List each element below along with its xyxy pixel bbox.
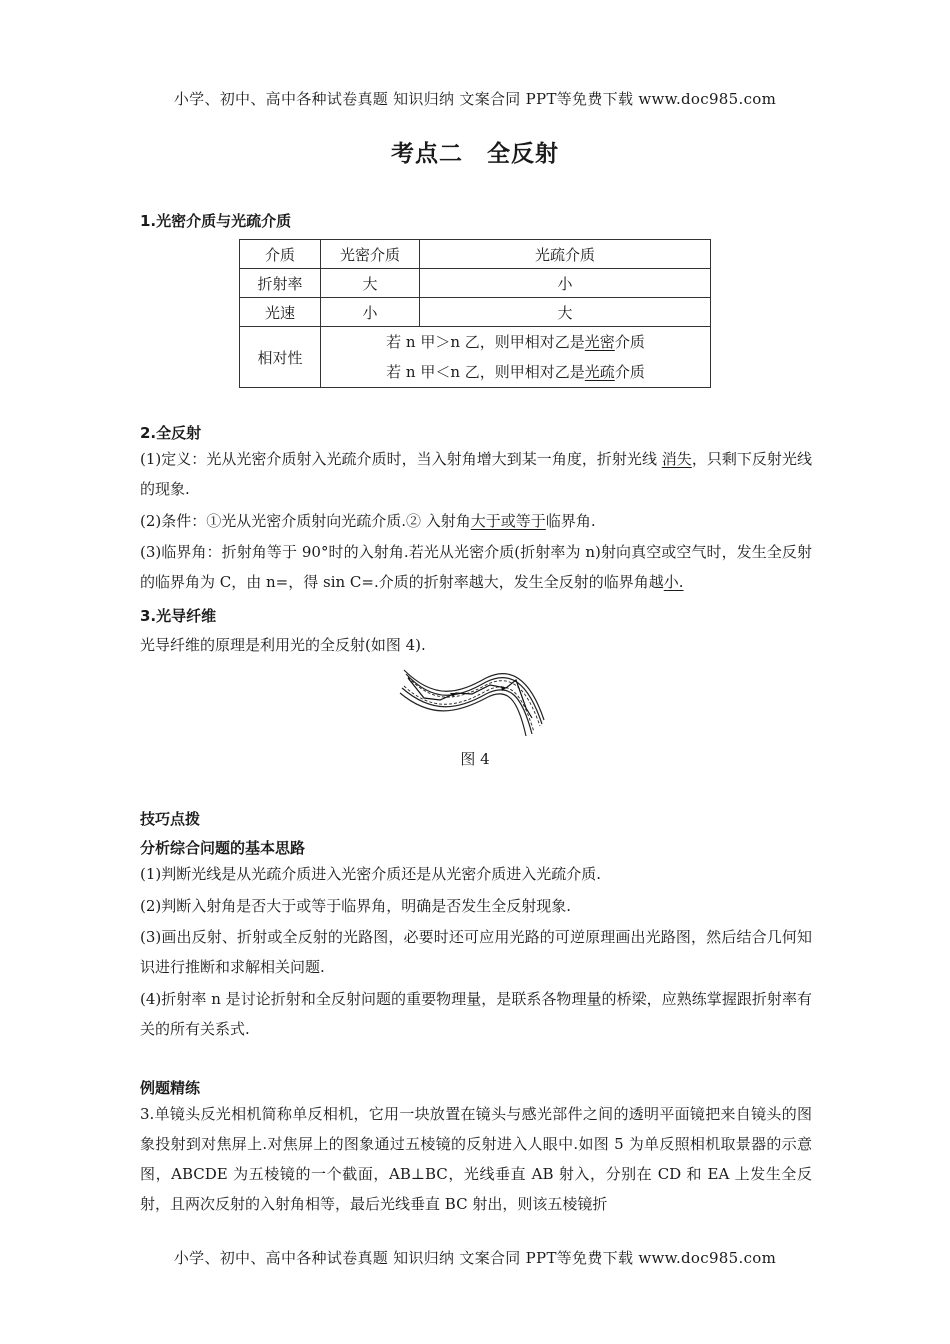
table-header-cell: 光疏介质 bbox=[420, 240, 711, 269]
table-header-cell: 光密介质 bbox=[321, 240, 420, 269]
definition-paragraph: (1)定义：光从光密介质射入光疏介质时，当入射角增大到某一角度，折射光线 消失，只剩下反射光线的现象. bbox=[140, 450, 812, 498]
section-2-heading: 2.全反射 bbox=[140, 424, 202, 442]
figure-caption: 图 4 bbox=[460, 750, 490, 768]
page-title: 考点二 全反射 bbox=[391, 141, 559, 167]
relativity-cell bbox=[321, 327, 711, 388]
section-1-heading: 1.光密介质与光疏介质 bbox=[140, 212, 292, 230]
table-cell: 小 bbox=[420, 269, 711, 298]
critical-angle-paragraph: (3)临界角：折射角等于 90°时的入射角.若光从光密介质(折射率为 n)射向真空或空气时，发生全反射的临界角为 C，由 n=，得 sin C=.介质的折射率越大，发生全反射的临界角越小. bbox=[140, 543, 812, 591]
tips-item: (3)画出反射、折射或全反射的光路图，必要时还可应用光路的可逆原理画出光路图，然后结合几何知识进行推断和求解相关问题. bbox=[140, 928, 812, 976]
table-row bbox=[240, 298, 711, 327]
relativity-line: 若 n 甲＜n 乙，则甲相对乙是光疏介质 bbox=[386, 363, 645, 381]
page-header: 小学、初中、高中各种试卷真题 知识归纳 文案合同 PPT等免费下载 www.doc985.com bbox=[173, 90, 777, 108]
table-cell: 大 bbox=[321, 269, 420, 298]
tips-heading: 技巧点拨 bbox=[140, 810, 201, 828]
example-heading: 例题精练 bbox=[140, 1079, 201, 1097]
tips-item: (2)判断入射角是否大于或等于临界角，明确是否发生全反射现象. bbox=[140, 897, 572, 915]
tips-item: (4)折射率 n 是讨论折射和全反射问题的重要物理量，是联系各物理量的桥梁，应熟练掌握跟折射率有关的所有关系式. bbox=[140, 990, 812, 1038]
tips-item: (1)判断光线是从光疏介质进入光密介质还是从光密介质进入光疏介质. bbox=[140, 865, 602, 883]
relativity-line: 若 n 甲＞n 乙，则甲相对乙是光密介质 bbox=[386, 333, 645, 351]
page-footer: 小学、初中、高中各种试卷真题 知识归纳 文案合同 PPT等免费下载 www.doc985.com bbox=[173, 1249, 777, 1267]
condition-paragraph: (2)条件：①光从光密介质射向光疏介质.② 入射角大于或等于临界角. bbox=[140, 512, 596, 530]
table-cell: 折射率 bbox=[240, 269, 321, 298]
optical-fiber-figure bbox=[398, 660, 550, 738]
table-row bbox=[240, 269, 711, 298]
table-cell: 大 bbox=[420, 298, 711, 327]
example-paragraph: 3.单镜头反光相机简称单反相机，它用一块放置在镜头与感光部件之间的透明平面镜把来自镜头的图象投射到对焦屏上.对焦屏上的图象通过五棱镜的反射进入人眼中.如图 5 为单反照相机取景器的示意图，ABCDE 为五棱镜的一个截面，AB⊥BC，光线垂直 AB 射入，分别在 CD 和 EA 上发生全反射，且两次反射的入射角相等，最后光线垂直 BC 射出，则该五棱镜折 bbox=[140, 1105, 812, 1213]
table-cell: 相对性 bbox=[240, 327, 321, 388]
table-header-row bbox=[240, 240, 711, 269]
table-cell: 小 bbox=[321, 298, 420, 327]
fiber-description: 光导纤维的原理是利用光的全反射(如图 4). bbox=[140, 636, 426, 654]
tips-subheading: 分析综合问题的基本思路 bbox=[140, 839, 306, 857]
section-3-heading: 3.光导纤维 bbox=[140, 607, 217, 625]
table-row bbox=[240, 327, 711, 388]
media-comparison-table bbox=[239, 239, 711, 388]
fiber-outer-edge bbox=[404, 670, 544, 720]
table-header-cell: 介质 bbox=[240, 240, 321, 269]
table-cell: 光速 bbox=[240, 298, 321, 327]
